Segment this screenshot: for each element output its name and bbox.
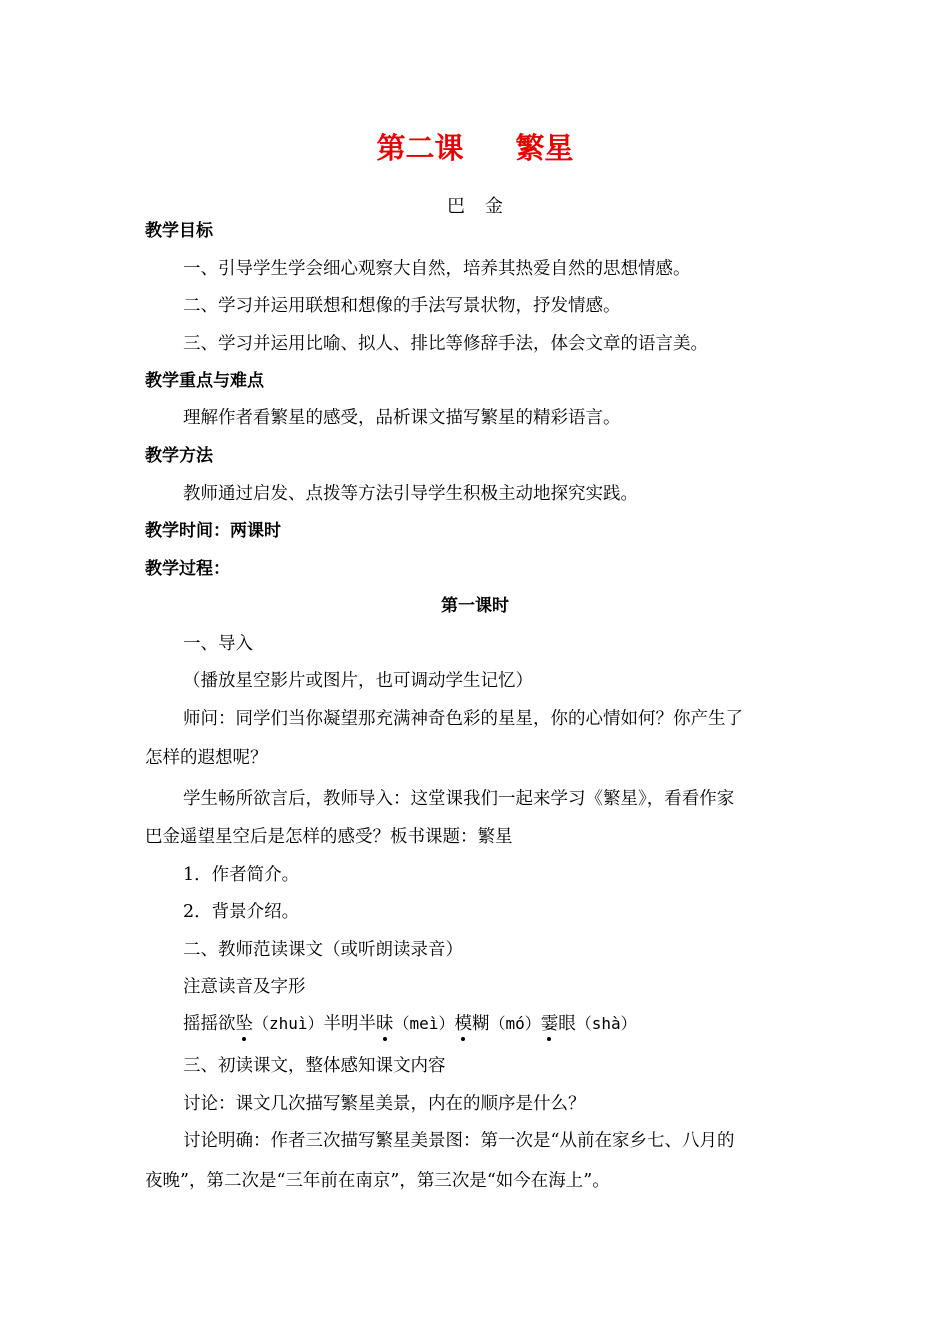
- goal-2: 二、学习并运用联想和想像的手法写景状物，抒发情感。: [183, 296, 621, 316]
- item-author-intro: 1．作者简介。: [183, 865, 300, 885]
- discussion-question: 讨论：课文几次描写繁星美景，内在的顺序是什么？: [183, 1094, 586, 1114]
- focus-heading: 教学重点与难点: [145, 371, 264, 391]
- read-title: 二、教师范读课文（或听朗读录音）: [183, 940, 463, 960]
- word-1-prefix: 摇摇欲: [183, 1014, 236, 1034]
- teacher-question-line2: 怎样的遐想呢？: [145, 748, 268, 768]
- discussion-answer-line2: 夜晚”，第二次是“三年前在南京”，第三次是“如今在海上”。: [145, 1171, 610, 1191]
- goal-3: 三、学习并运用比喻、拟人、排比等修辞手法，体会文章的语言美。: [183, 334, 708, 354]
- word-3-marked: 模: [454, 1011, 472, 1037]
- goal-1: 一、引导学生学会细心观察大自然，培养其热爱自然的思想情感。: [183, 259, 691, 279]
- author-name: 巴金: [447, 196, 523, 217]
- word-2-pinyin: （meì）: [393, 1014, 455, 1033]
- focus-text: 理解作者看繁星的感受，品析课文描写繁星的精彩语言。: [183, 408, 621, 428]
- word-1-pinyin: （zhuì）: [253, 1014, 324, 1033]
- method-heading: 教学方法: [145, 446, 213, 466]
- word-2-prefix: 半明半: [323, 1014, 377, 1034]
- lesson-title: [0, 128, 950, 168]
- discussion-answer-line1: 讨论明确：作者三次描写繁星美景图：第一次是“从前在家乡七、八月的: [183, 1131, 735, 1151]
- pronunciation-note: 注意读音及字形: [183, 977, 306, 997]
- word-4-marked: 霎: [541, 1011, 559, 1037]
- word-1-marked: 坠: [236, 1011, 254, 1037]
- vocabulary-line: [183, 1011, 843, 1037]
- process-heading: 教学过程：: [145, 559, 230, 579]
- first-read-title: 三、初读课文，整体感知课文内容: [183, 1056, 446, 1076]
- goals-heading: 教学目标: [145, 221, 213, 241]
- time-heading: 教学时间：两课时: [145, 521, 281, 541]
- word-3-pinyin: （mó）: [489, 1014, 541, 1033]
- method-text: 教师通过启发、点拨等方法引导学生积极主动地探究实践。: [183, 484, 638, 504]
- word-4-pinyin: （shà）: [575, 1014, 637, 1033]
- word-4-suffix: 眼: [558, 1014, 576, 1034]
- intro-note: （播放星空影片或图片，也可调动学生记忆）: [183, 671, 533, 691]
- student-line2: 巴金遥望星空后是怎样的感受？板书课题：繁星: [145, 827, 513, 847]
- lesson1-heading: 第一课时: [441, 596, 509, 616]
- item-background: 2．背景介绍。: [183, 902, 300, 922]
- intro-title: 一、导入: [183, 634, 253, 654]
- lesson-name: 繁星: [515, 131, 574, 165]
- lesson-number: 第二课: [376, 131, 464, 165]
- student-line1: 学生畅所欲言后，教师导入：这堂课我们一起来学习《繁星》，看看作家: [183, 789, 735, 809]
- word-3-suffix: 糊: [471, 1014, 490, 1034]
- word-2-marked: 昧: [376, 1011, 394, 1037]
- teacher-question-line1: 师问：同学们当你凝望那充满神奇色彩的星星，你的心情如何？你产生了: [183, 709, 743, 729]
